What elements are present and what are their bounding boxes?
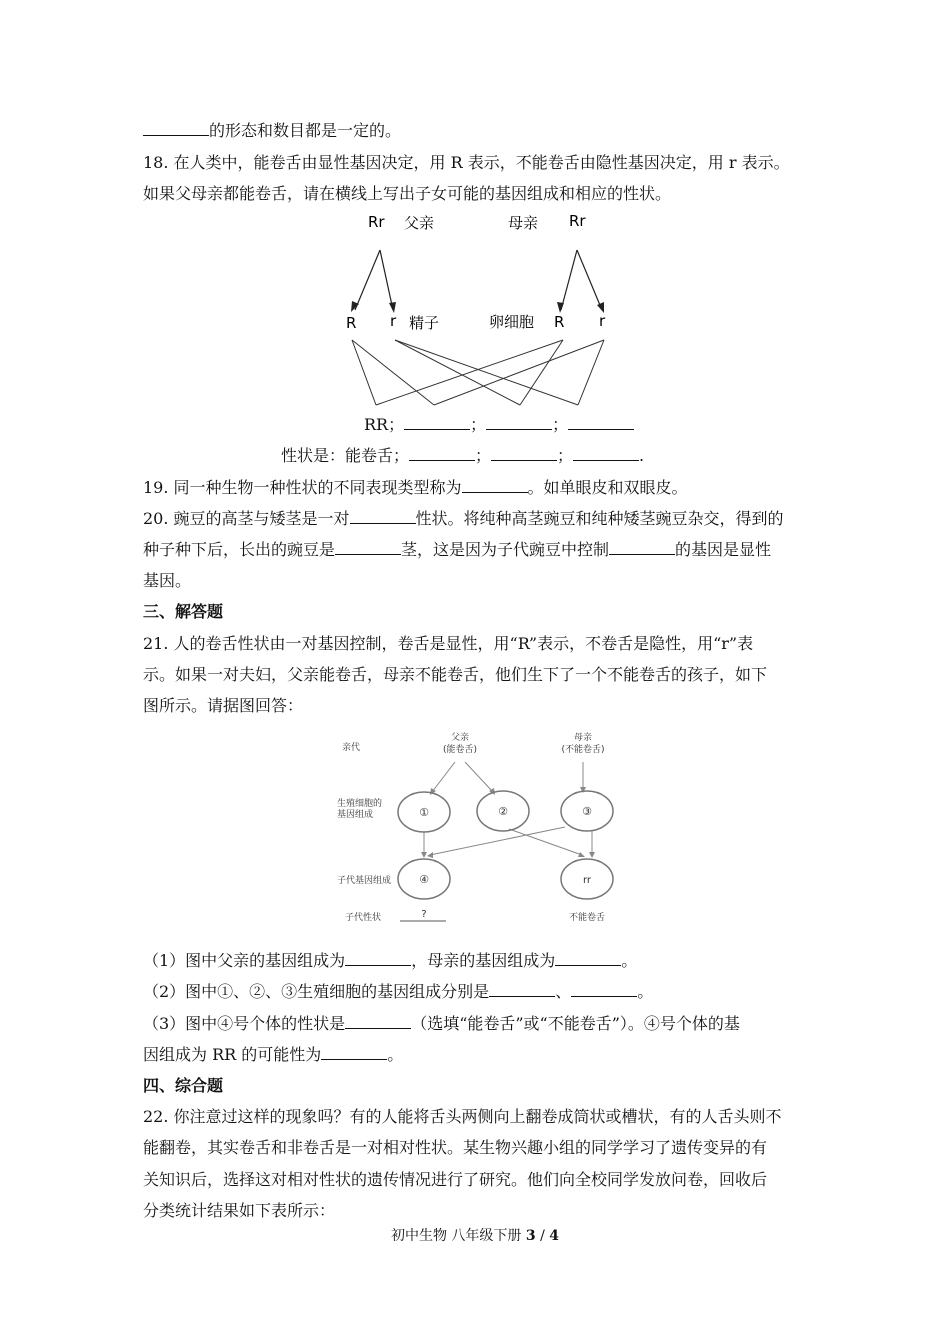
father-label: 父亲	[404, 214, 435, 232]
q20-line1: 20. 豌豆的高茎与矮茎是一对 性状。将纯种高茎豌豆和纯种矮茎豌豆杂交，得到的	[143, 509, 784, 528]
q22-line3: 关知识后，选择这对相对性状的遗传情况进行了研究。他们向全校同学发放问卷，回收后	[143, 1170, 768, 1189]
q21-sub1: （1）图中父亲的基因组成为 ，母亲的基因组成为 。	[143, 951, 638, 970]
q22-line1: 22. 你注意过这样的现象吗？有的人能将舌头两侧向上翻卷成筒状或槽状，有的人舌头则不	[143, 1107, 782, 1126]
q18-line2: 如果父母亲都能卷舌，请在横线上写出子女可能的基因组成和相应的性状。	[143, 184, 672, 203]
child-4: ④	[419, 873, 429, 886]
page-total: 4	[549, 1228, 560, 1244]
gamete-3: ③	[582, 805, 592, 818]
answer-blank[interactable]	[350, 509, 416, 524]
answer-blank[interactable]	[143, 121, 209, 136]
answer-blank[interactable]	[491, 446, 557, 461]
section-heading: 四、综合题	[143, 1076, 224, 1095]
q20-line3: 基因。	[143, 571, 192, 590]
q17-tail: 的形态和数目都是一定的。	[143, 121, 401, 141]
page-footer: 初中生物 八年级下册 3 / 4	[390, 1228, 560, 1244]
q21-line2: 示。如果一对夫妇，父亲能卷舌，母亲不能卷舌，他们生下了一个不能卷舌的孩子，如下	[143, 665, 768, 684]
q18-genotypes-line: RR； ； ；	[364, 415, 634, 435]
sperm-r: r	[390, 312, 397, 330]
answer-blank[interactable]	[321, 1045, 387, 1060]
answer-blank[interactable]	[404, 415, 470, 430]
answer-blank[interactable]	[573, 446, 639, 461]
egg-label: 卵细胞	[489, 313, 535, 331]
mother-label: 母亲	[508, 214, 539, 232]
arrow-head	[557, 302, 564, 313]
row-label-child-trait: 子代性状	[345, 913, 382, 923]
answer-blank[interactable]	[462, 478, 528, 493]
q20-line2: 种子种下后，长出的豌豆是 茎，这是因为子代豌豆中控制 的基因是显性	[143, 540, 772, 559]
q21-sub2: （2）图中①、②、③生殖细胞的基因组成分别是 、 。	[143, 982, 654, 1001]
mother-arrows	[561, 250, 602, 310]
father-label: 父亲	[450, 733, 470, 743]
father-genotype: Rr	[368, 213, 385, 231]
q19: 19. 同一种生物一种性状的不同表现类型称为 。如单眼皮和双眼皮。	[143, 478, 688, 497]
gamete-1: ①	[419, 806, 429, 819]
sperm-label: 精子	[409, 314, 440, 332]
row-label-gamete: 生殖细胞的	[337, 799, 383, 809]
page-number: 3	[525, 1228, 536, 1244]
q18-traits-line: 性状是：能卷舌； ； ； .	[281, 446, 645, 465]
egg-R: R	[554, 313, 565, 331]
answer-blank[interactable]	[486, 415, 552, 430]
q21-line3: 图所示。请据图回答：	[143, 696, 304, 715]
answer-blank[interactable]	[345, 1014, 411, 1029]
mother-label: 母亲	[573, 733, 593, 743]
q22-line2: 能翻卷，其实卷舌和非卷舌是一对相对性状。某生物兴趣小组的同学学习了遗传变异的有	[143, 1138, 768, 1157]
unknown-trait: ?	[421, 909, 427, 920]
answer-blank[interactable]	[335, 540, 401, 555]
row-label-child-genotype: 子代基因组成	[337, 876, 392, 886]
answer-blank[interactable]	[555, 951, 621, 966]
q18-line1: 18. 在人类中，能卷舌由显性基因决定，用 R 表示，不能卷舌由隐性基因决定，用 r 表示。	[143, 153, 790, 172]
child-rr: rr	[582, 875, 592, 886]
cross-lines	[352, 340, 604, 405]
q22-line4: 分类统计结果如下表所示：	[143, 1201, 336, 1220]
sperm-R: R	[346, 314, 357, 332]
q18-cross-diagram	[0, 200, 950, 420]
answer-blank[interactable]	[571, 982, 637, 997]
q21-sub3-line2: 因组成为 RR 的可能性为 。	[143, 1045, 404, 1064]
q21-pedigree-diagram	[0, 720, 950, 935]
egg-r: r	[599, 312, 606, 330]
answer-blank[interactable]	[609, 540, 675, 555]
gamete-2: ②	[498, 805, 508, 818]
father-trait: (能卷舌)	[442, 745, 478, 755]
answer-blank[interactable]	[568, 415, 634, 430]
answer-blank[interactable]	[409, 446, 475, 461]
row-label-gamete-2: 基因组成	[337, 810, 374, 820]
section-heading: 三、解答题	[143, 602, 224, 621]
q21-line1: 21. 人的卷舌性状由一对基因控制，卷舌是显性，用“R”表示，不卷舌是隐性，用“r”表	[143, 634, 754, 653]
child-rr-trait: 不能卷舌	[568, 913, 606, 923]
mother-trait: (不能卷舌)	[561, 745, 605, 755]
mother-genotype: Rr	[569, 212, 586, 230]
father-arrows	[355, 250, 393, 310]
answer-blank[interactable]	[345, 951, 411, 966]
answer-blank[interactable]	[489, 982, 555, 997]
row-label-parent: 亲代	[342, 743, 361, 753]
q21-sub3: （3）图中④号个体的性状是 （选填“能卷舌”或“不能卷舌”）。④号个体的基	[143, 1014, 740, 1033]
